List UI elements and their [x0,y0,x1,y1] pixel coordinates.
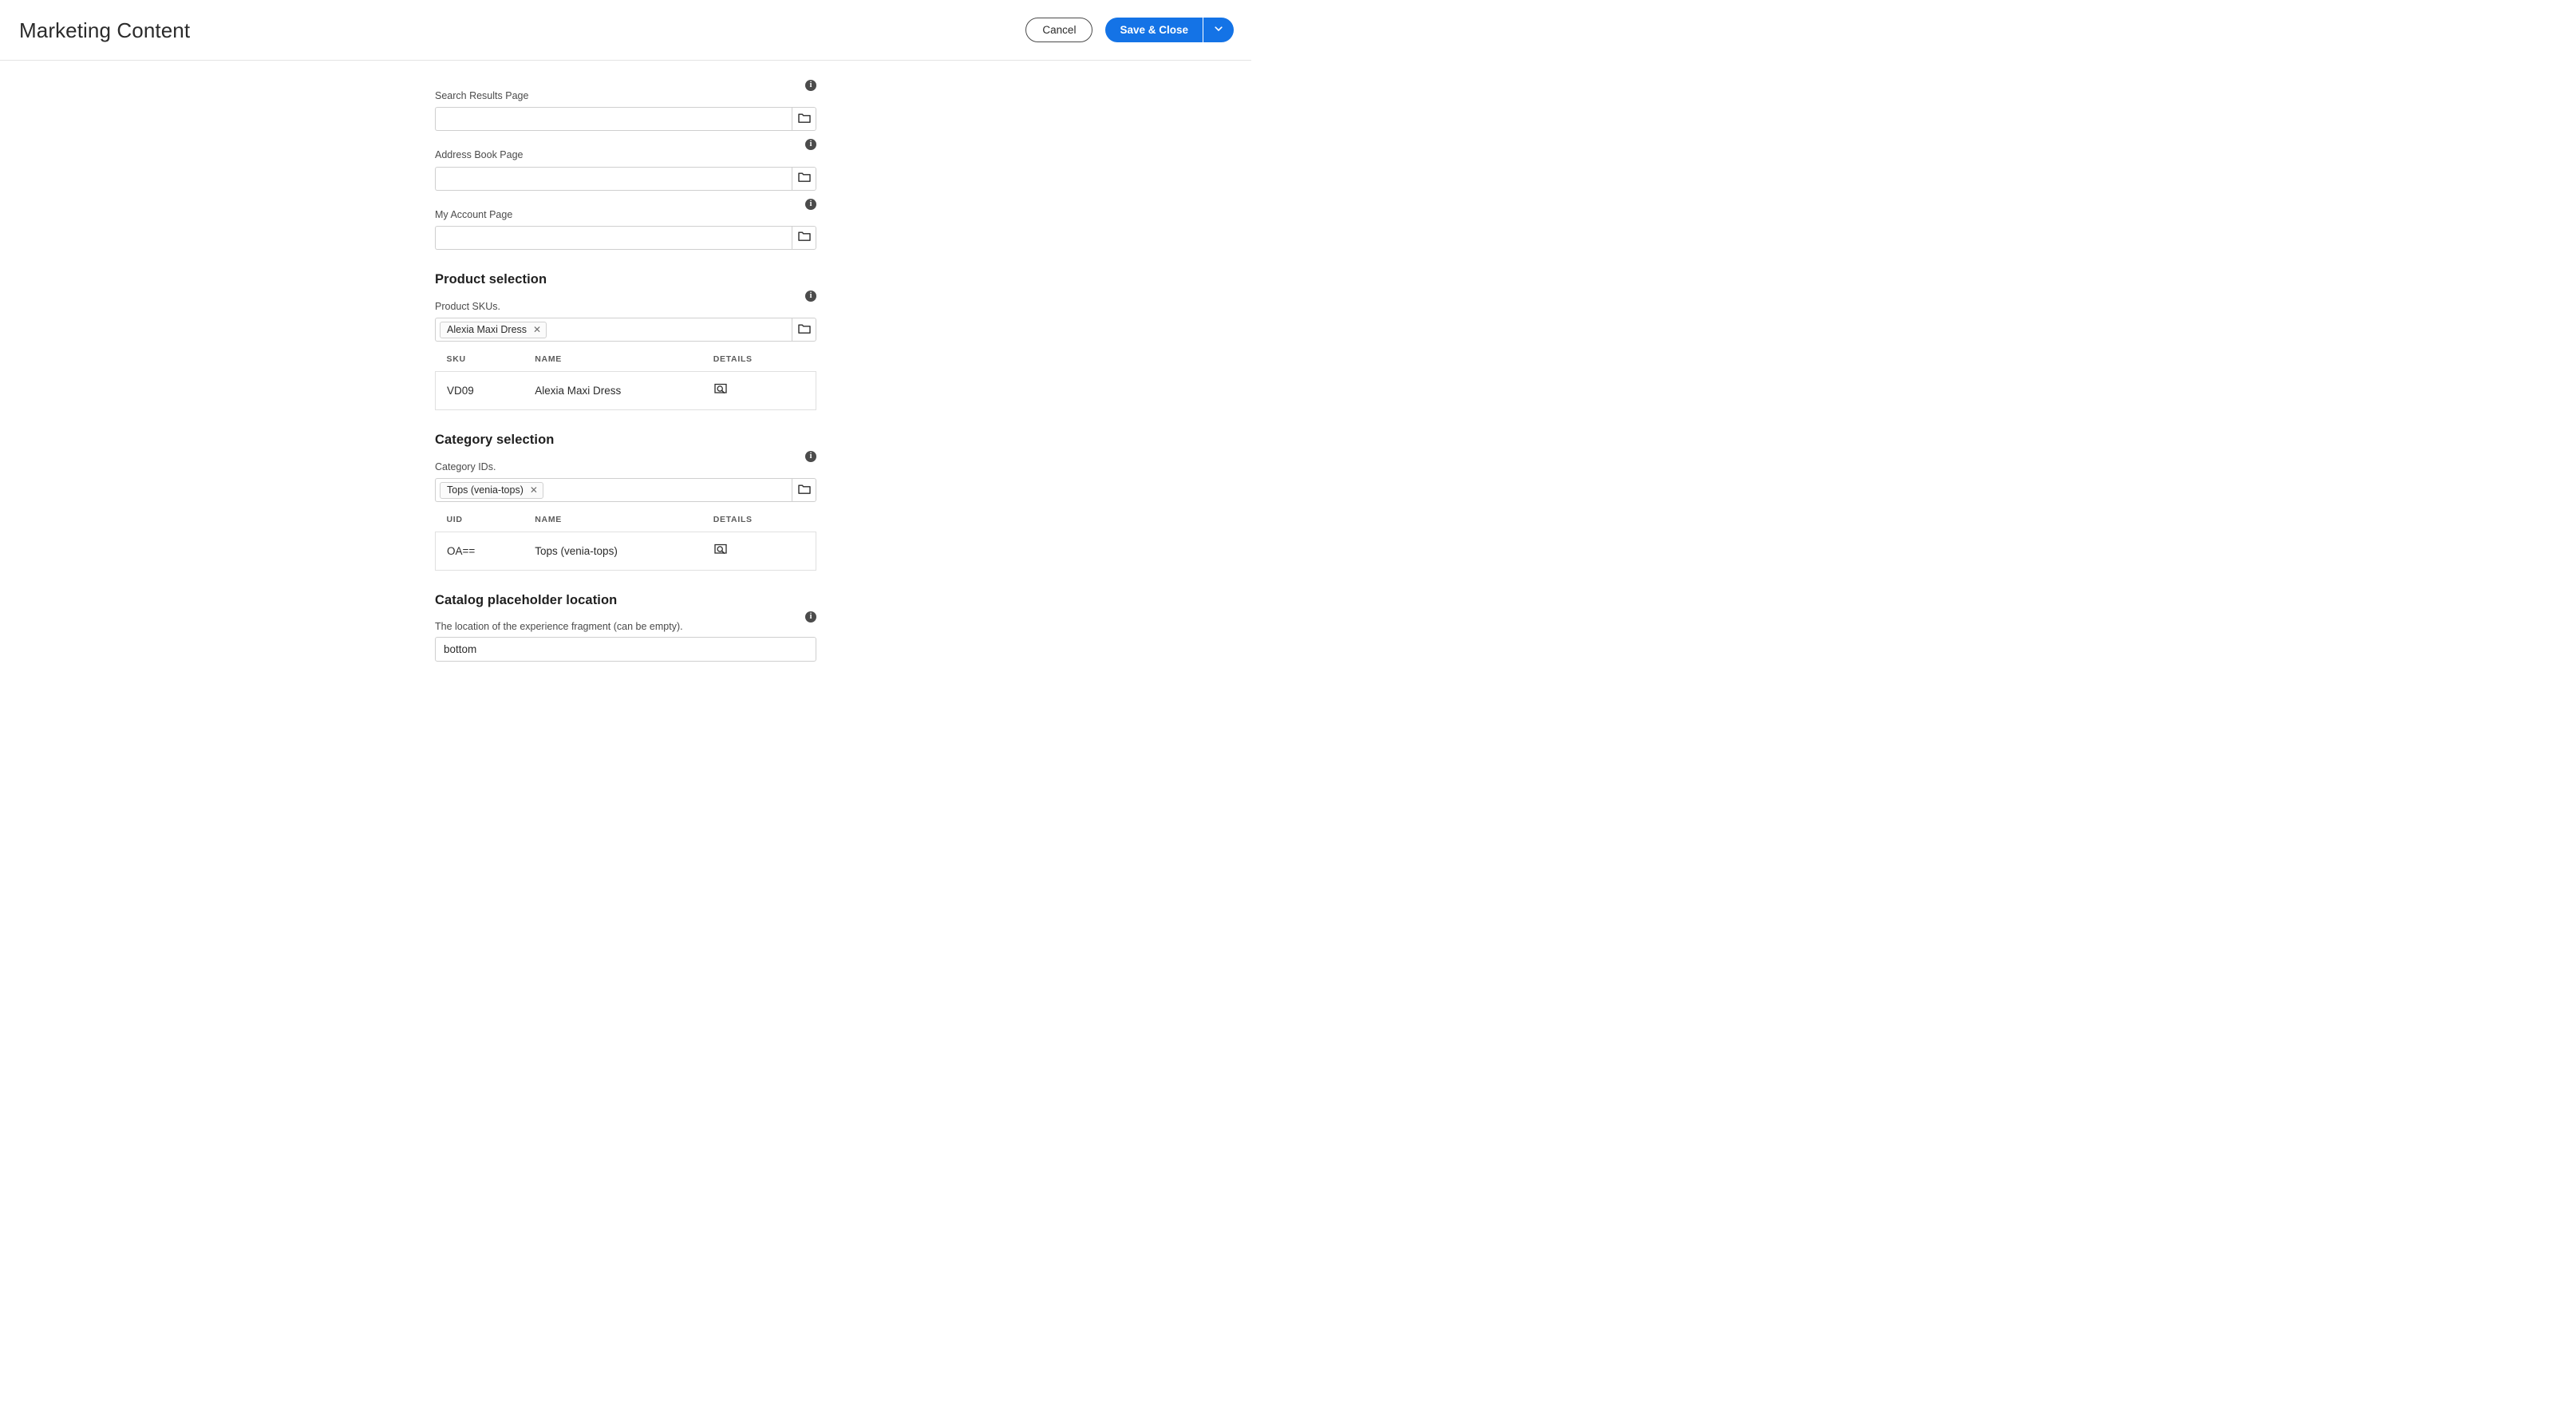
field-address-book-page [435,140,816,190]
table-row [436,372,816,410]
info-icon[interactable]: i [805,291,816,302]
my-account-page-picker-button[interactable] [792,226,816,250]
column-header-details: DETAILS [713,515,753,525]
input-row-my-account-page [435,226,816,250]
cell-sku: VD09 [436,372,535,410]
category-selection-table [435,515,816,571]
form-column [435,81,816,702]
input-row-search-results-page [435,107,816,131]
table-body [436,532,816,571]
field-my-account-page [435,199,816,250]
save-button-group [1105,18,1234,42]
my-account-page-input[interactable] [435,226,792,250]
input-row-address-book-page [435,167,816,191]
search-results-page-input[interactable] [435,107,792,131]
product-selection-table [435,354,816,410]
field-label-category-ids: Category IDs. [435,461,496,472]
table-body [436,372,816,410]
close-icon[interactable]: ✕ [529,484,538,496]
address-book-page-picker-button[interactable] [792,167,816,191]
column-header-details: DETAILS [713,354,753,364]
field-label-search-results-page: Search Results Page [435,90,529,101]
section-title-category-selection: Category selection [435,433,555,447]
cell-details [713,532,816,571]
folder-icon [798,231,811,244]
field-search-results-page [435,81,816,131]
chip-product-sku[interactable] [440,322,547,338]
info-icon[interactable]: i [805,451,816,462]
table-header-row [436,354,816,372]
info-icon[interactable]: i [805,199,816,210]
column-header-sku: SKU [446,354,466,364]
save-options-button[interactable] [1203,18,1234,42]
table-header [436,354,816,372]
chip-label: Tops (venia-tops) [447,484,523,496]
field-label-my-account-page: My Account Page [435,208,513,220]
section-title-catalog-placeholder: Catalog placeholder location [435,593,618,608]
folder-icon [798,172,811,185]
column-header-name: NAME [535,515,562,525]
field-category-ids [435,452,816,571]
catalog-placeholder-input[interactable] [435,637,816,662]
save-and-close-button[interactable]: Save & Close [1105,18,1203,42]
folder-icon [798,484,811,497]
category-ids-picker-button[interactable] [792,478,816,502]
folder-icon [798,323,811,337]
field-product-skus [435,291,816,410]
field-label-product-skus: Product SKUs. [435,300,500,312]
table-row [436,532,816,571]
form-page [0,61,1251,702]
page-header [0,0,1251,61]
product-skus-input[interactable] [435,318,792,342]
info-icon[interactable]: i [805,139,816,150]
folder-icon [798,113,811,126]
chevron-down-icon [1214,24,1223,36]
product-details-button[interactable] [713,382,728,399]
table-header-row [436,515,816,532]
cell-uid: OA== [436,532,535,571]
info-icon[interactable]: i [805,80,816,91]
field-catalog-placeholder-location [435,612,816,662]
bottom-spacer [435,670,816,702]
category-details-button[interactable] [713,543,728,559]
field-label-address-book-page: Address Book Page [435,149,523,161]
info-icon[interactable]: i [805,611,816,623]
search-results-page-picker-button[interactable] [792,107,816,131]
preview-icon [713,543,728,559]
close-icon[interactable]: ✕ [533,324,542,335]
cell-details [713,372,816,410]
column-header-name: NAME [535,354,562,364]
column-header-uid: UID [446,515,463,525]
chip-label: Alexia Maxi Dress [447,324,527,335]
category-ids-input[interactable] [435,478,792,502]
input-row-category-ids [435,478,816,502]
section-title-product-selection: Product selection [435,271,547,287]
address-book-page-input[interactable] [435,167,792,191]
page-title: Marketing Content [19,18,191,42]
input-row-product-skus [435,318,816,342]
field-label-catalog-placeholder: The location of the experience fragment (can be empty). [435,621,683,633]
header-actions [1025,18,1234,42]
preview-icon [713,382,728,399]
table-header [436,515,816,532]
cancel-button[interactable]: Cancel [1025,18,1092,42]
cell-name: Alexia Maxi Dress [535,372,713,410]
chip-category-id[interactable] [440,482,543,499]
product-skus-picker-button[interactable] [792,318,816,342]
cell-name: Tops (venia-tops) [535,532,713,571]
